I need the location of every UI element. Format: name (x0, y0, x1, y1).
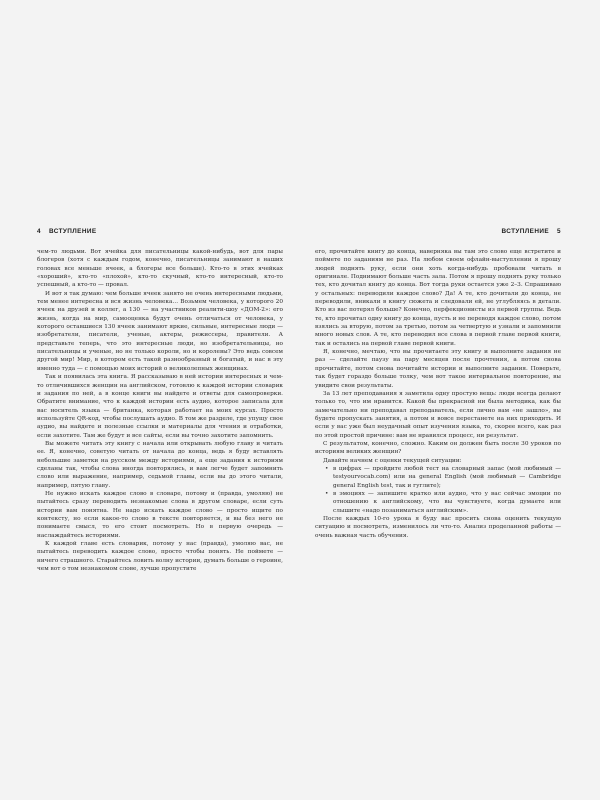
paragraph: Давайте начнем с оценки текущей ситуации: (323, 457, 462, 464)
list-item: • в эмоциях — запишите кратко или аудио, что у вас сейчас эмоции по отношению к английскому, что вы чувствуете, когда думаете или слышите «надо позаниматься английским». (333, 490, 561, 515)
right-page (315, 228, 561, 540)
left-page-body (37, 248, 283, 573)
paragraph: За 13 лет преподавания я заметила одну простую вещь: люди всегда делают только то, что им нравится. Какой бы прекрасной ни была методика, как бы замечательно ни преподавал преподаватель, если лично вам «не зашло», вы будете пропускать занятия, а потом и вовсе перестанете на них приходить. И если у вас уже был неудачный опыт изучения языка, то, скорее всего, как раз по этой простой причине: вам не нравился процесс, ни результат. (315, 390, 561, 439)
paragraph: Так и появилась эта книга. Я рассказываю в ней истории интересных и чем-то отличившихся женщин на английском, готовлю к каждой истории словарик и задания по ней, а в конце книги вы найдете и ответы для самопроверки. Обратите внимание, что к каждой истории есть аудио, которое записала для вас носитель языка — британка, которая работает на моих курсах. Просто используйте QR-код, чтобы послушать аудио. В том же разделе, где упущу свое аудио, вы найдете и полезные ссылки и материалы для чтения и отработки, если захотите. Там же будут и все сайты, если вы точно захотите запомнить. (37, 374, 283, 439)
paragraph: К каждой главе есть словарик, потому у нас (правда), умоляю вас, не пытайтесь переводить каждое слово, просто чтобы понять. Не поймете — ничего страшного. Старайтесь ловить волну истории, думать больше о героине, чем вот о том незнакомом слове, лучше пропустите (37, 541, 283, 573)
paragraph: Вы можете читать эту книгу с начала или открывать любую главу и читать ее. Я, конечно, советую читать от начала до конца, ведь я буду вставлять небольшие заметки на русском между историями, а еще задания к историям сделаны так, чтобы слова иногда повторялись, и вам легче будет запомнить слово или выражение, например, седьмой главы, если вы до этого читали, например, пятую главу. (37, 440, 283, 489)
page-number: 4 (37, 228, 41, 235)
page-number: 5 (557, 228, 561, 235)
left-page-header (37, 228, 283, 240)
paragraph: Не нужно искать каждое слово в словаре, потому и (правда, умоляю) не пытайтесь сразу переводить незнакомые слова в другом словаре, если суть истории вам понятна. Не надо искать каждое слово — просто ищите по контексту, но если какое-то слово в тексте повторяется, и вы без него не понимаете смысл, то его стоит посмотреть. Но в первую очередь — наслаждайтесь историями. (37, 490, 283, 539)
list-item: • в цифрах — пройдите любой тест на словарный запас (мой любимый — testyourvocab.com) или на general English (мой любимый — Cambridge general English test, так и гуглите); (333, 465, 561, 490)
paragraph: И вот я так думаю: чем больше ячеек занято не очень интересными людьми, тем менее интересна и вся жизнь человека… Возьмем человека, у которого 20 ячеек на друзей и коллег, а 130 — на участников реалити-шоу «ДОМ-2»: его жизнь, когда на мир, самооценка будут очень отличаться от человека, у которого оставшиеся 130 ячеек занимают яркие, сильные, интересные люди — изобретатели, писатели, ученые, актеры, режиссеры, правители. А представьте теперь, что это интересные люди, но изобретательницы, но писательницы и ученые, но не только короли, но и королевы? Это ведь совсем другой мир! Мир, в котором есть такой разнообразный и богатый, и нас в эту именно туда — с помощью моих историй о великолепных женщинах. (37, 290, 283, 372)
paragraph: чем-то людьми. Вот ячейка для писательницы какой-нибудь, вот для пары блогеров (хотя с каждым годом, конечно, писательницы занимают в наших головах все меньше ячеек, а блогеры все больше). Кто-то в этих ячейках «хороший», кто-то «плохой», кто-то скучный, кто-то интересный, кто-то успешный, а кто-то — провал. (37, 249, 283, 289)
right-page-body (315, 248, 561, 540)
paragraph: Я, конечно, мечтаю, что вы прочитаете эту книгу и выполните задания не раз — сделайте паузу на пару месяцев после прочтения, а потом снова прочитайте, потом снова почитайте истории и выполните задания. Поверьте, так будет гораздо больше толку, чем вот такое интервальное повторение, вы увидите свои результаты. (315, 349, 561, 389)
running-head: ВСТУПЛЕНИЕ (48, 228, 97, 235)
paragraph: его, прочитайте книгу до конца, наверняка вы там это слово еще встретите и поймете по заданиям не раз. На любом своем офлайн-выступлении я прошу людей поднять руку, если они хоть когда-нибудь пробовали читать в оригинале. Поднимают больше часть зала. Потом я прошу поднять руку только тех, кто дочитал книгу до конца. Вот тогда руки остается уже 2–3. Спрашиваю у остальных: переводили каждое слово? Да! А те, кто дочитали до конца, не переводили, вникали в книгу сюжета и следовали ей, не углубляясь в детали. Кто из вас потерял больше? Конечно, перфекционисты из первой группы. Ведь те, кто прочитал одну книгу до конца, пусть и не переводя каждое слово, потом взялись за вторую, потом за третью, потом за четвертую и узнали и запомнили много новых слов. А те, кто переводил все слова в первой главе первой книги, так и остались на первой главе первой книги. (315, 249, 561, 347)
paragraph: С результатом, конечно, сложно. Каким он должен быть после 30 уроков по историям великих женщин? (315, 440, 561, 456)
right-page-header (315, 228, 561, 240)
left-page (37, 228, 283, 573)
running-head: ВСТУПЛЕНИЕ (501, 228, 550, 235)
bullet-list (315, 465, 561, 515)
paragraph: После каждых 10-го урока я буду вас просить снова оценить текущую ситуацию и посмотреть, изменилось ли что-то. Анализ проделанной работы — очень важная часть обучения. (315, 516, 561, 539)
